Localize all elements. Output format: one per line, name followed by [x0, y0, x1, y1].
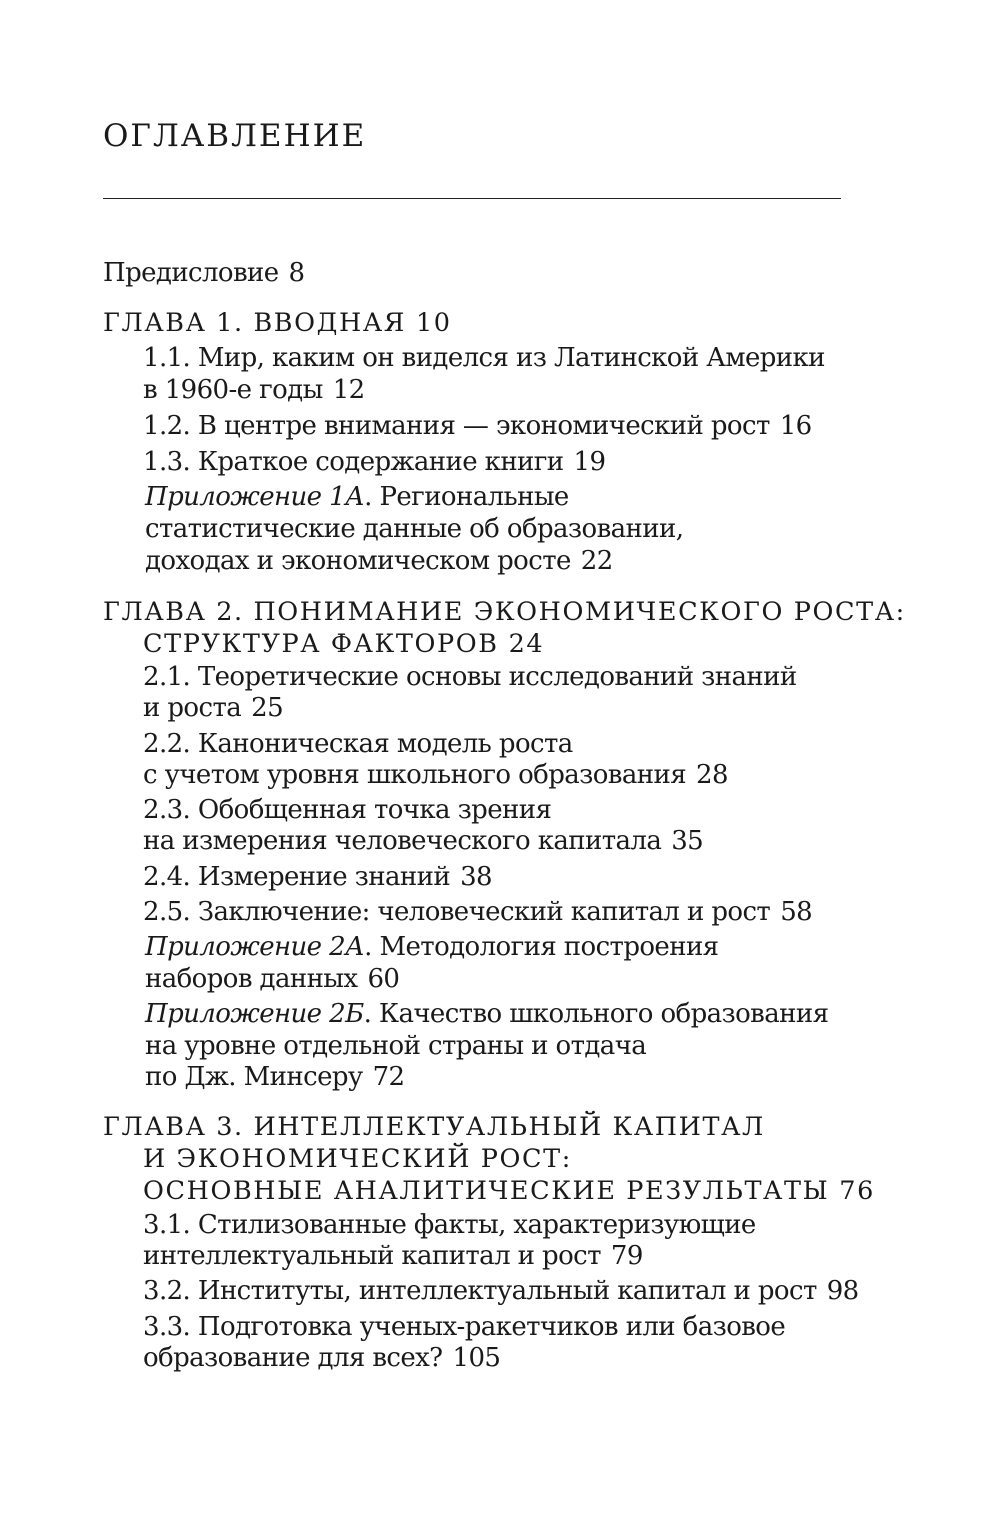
toc-section-2-1: 2.1. Теоретические основы исследований знаний — [143, 662, 797, 692]
entry-text: 3.2. Институты, интеллектуальный капитал и рост — [143, 1276, 817, 1306]
entry-text: . Методология построения — [364, 932, 719, 962]
toc-section-2-2: 2.2. Каноническая модель роста — [143, 729, 573, 759]
toc-section-1-1-cont — [143, 374, 365, 406]
entry-text: 1.3. Краткое содержание книги — [143, 447, 564, 477]
toc-chapter-2: ГЛАВА 2. ПОНИМАНИЕ ЭКОНОМИЧЕСКОГО РОСТА: — [103, 597, 906, 627]
page-title: ОГЛАВЛЕНИЕ — [103, 118, 367, 154]
toc-section-2-1-cont — [143, 692, 283, 724]
page-number: 12 — [332, 375, 365, 405]
toc-chapter-3: ГЛАВА 3. ИНТЕЛЛЕКТУАЛЬНЫЙ КАПИТАЛ — [103, 1112, 765, 1142]
entry-text: наборов данных — [145, 964, 358, 994]
entry-text: 2.4. Измерение знаний — [143, 862, 451, 892]
toc-section-2-4 — [143, 861, 492, 893]
entry-text: Предисловие — [103, 258, 279, 288]
toc-section-3-3: 3.3. Подготовка ученых-ракетчиков или базовое — [143, 1312, 786, 1342]
toc-appendix-2b-cont — [145, 1061, 405, 1093]
toc-section-3-3-cont — [143, 1342, 500, 1374]
appendix-label: Приложение 2Б — [145, 999, 364, 1029]
toc-appendix-1a — [145, 481, 569, 513]
toc-section-2-3-cont — [143, 825, 703, 857]
page-number: 72 — [372, 1062, 405, 1092]
page-number: 28 — [696, 760, 728, 790]
chapter-title: ОСНОВНЫЕ АНАЛИТИЧЕСКИЕ РЕЗУЛЬТАТЫ — [143, 1176, 830, 1206]
title-divider — [103, 198, 841, 199]
toc-appendix-1a-cont: статистические данные об образовании, — [145, 514, 684, 544]
entry-text: по Дж. Минсеру — [145, 1062, 363, 1092]
toc-chapter-3-cont — [143, 1175, 875, 1207]
appendix-label: Приложение 2А — [145, 932, 365, 962]
toc-section-1-1: 1.1. Мир, каким он виделся из Латинской Америки — [143, 343, 825, 373]
entry-text: образование для всех? — [143, 1343, 443, 1373]
toc-chapter-3-cont: И ЭКОНОМИЧЕСКИЙ РОСТ: — [143, 1144, 572, 1174]
toc-chapter-2-cont — [143, 628, 544, 660]
toc-appendix-2b — [145, 998, 828, 1030]
page-number: 22 — [580, 546, 613, 576]
toc-appendix-2a-cont — [145, 963, 399, 995]
entry-text: на измерения человеческого капитала — [143, 826, 662, 856]
page-number: 24 — [508, 629, 545, 659]
toc-entry-preface — [103, 257, 304, 289]
page-number: 79 — [610, 1241, 643, 1271]
toc-section-2-2-cont — [143, 759, 728, 791]
page-number: 38 — [460, 862, 492, 892]
entry-text: 2.5. Заключение: человеческий капитал и рост — [143, 897, 771, 927]
toc-chapter-1 — [103, 307, 452, 339]
entry-text: с учетом уровня школьного образования — [143, 760, 687, 790]
entry-text: интеллектуальный капитал и рост — [143, 1241, 601, 1271]
chapter-title: ГЛАВА 1. ВВОДНАЯ — [103, 308, 406, 338]
toc-section-1-3 — [143, 446, 605, 478]
entry-text: . Региональные — [364, 482, 569, 512]
page-number: 58 — [780, 897, 813, 927]
appendix-label: Приложение 1А — [145, 482, 365, 512]
page-number: 98 — [826, 1276, 859, 1306]
entry-text: в 1960-е годы — [143, 375, 323, 405]
page-number: 105 — [452, 1343, 501, 1373]
page-number: 8 — [288, 258, 305, 288]
page-number: 25 — [251, 693, 284, 723]
toc-appendix-1a-cont — [145, 545, 613, 577]
entry-text: доходах и экономическом росте — [145, 546, 571, 576]
entry-text: и роста — [143, 693, 242, 723]
toc-section-2-5 — [143, 896, 812, 928]
toc-appendix-2a — [145, 931, 718, 963]
chapter-title: СТРУКТУРА ФАКТОРОВ — [143, 629, 499, 659]
toc-section-1-2 — [143, 410, 812, 442]
toc-section-3-2 — [143, 1275, 859, 1307]
toc-appendix-2b-cont: на уровне отдельной страны и отдача — [145, 1031, 647, 1061]
toc-section-3-1-cont — [143, 1240, 643, 1272]
toc-section-2-3: 2.3. Обобщенная точка зрения — [143, 795, 552, 825]
page-number: 35 — [671, 826, 704, 856]
page-number: 60 — [367, 964, 400, 994]
page-number: 10 — [415, 308, 452, 338]
page-number: 19 — [573, 447, 606, 477]
toc-section-3-1: 3.1. Стилизованные факты, характеризующие — [143, 1210, 756, 1240]
entry-text: 1.2. В центре внимания — экономический рост — [143, 411, 770, 441]
entry-text: . Качество школьного образования — [363, 999, 829, 1029]
page-number: 76 — [839, 1176, 875, 1206]
page-number: 16 — [779, 411, 812, 441]
